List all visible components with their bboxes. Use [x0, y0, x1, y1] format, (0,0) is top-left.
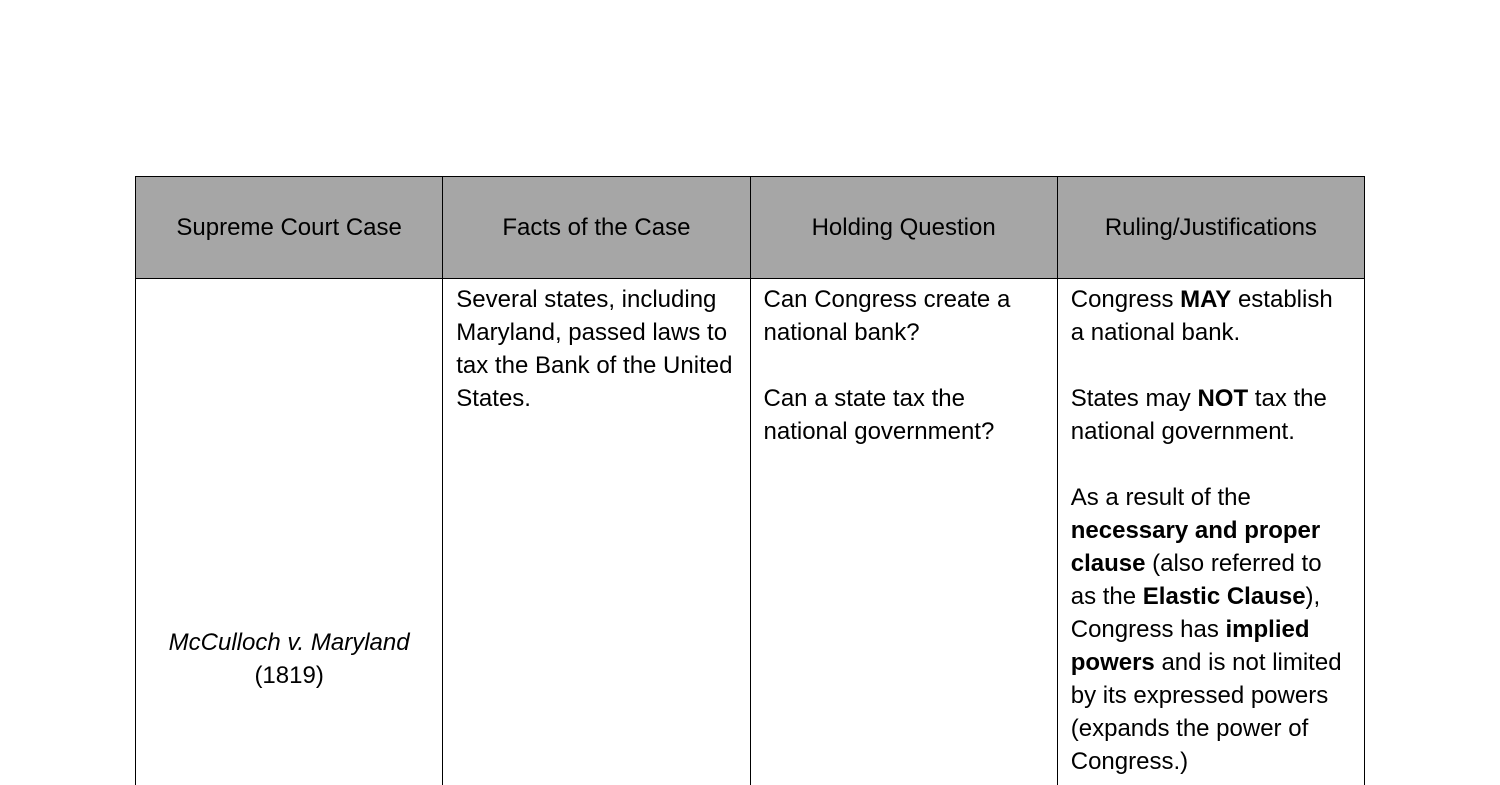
header-supreme-court-case: Supreme Court Case — [136, 177, 443, 279]
questions-cell — [750, 279, 1057, 785]
holding-question-2: Can a state tax the national government? — [763, 385, 995, 445]
case-year: (1819) — [254, 662, 324, 689]
ruling-paragraph-3: As a result of the necessary and proper clause (also referred to as the Elastic Clause), Congress has implied powers and is not limited by its expressed powers (expands the power of Congress.) — [1070, 484, 1342, 775]
case-name: McCulloch v. Maryland — [168, 629, 410, 656]
header-ruling-justifications: Ruling/Justifications — [1057, 177, 1364, 279]
supreme-court-cases-table — [135, 176, 1365, 785]
table-row — [136, 279, 1365, 785]
facts-cell — [443, 279, 750, 785]
ruling-paragraph-2: States may NOT tax the national government. — [1070, 385, 1327, 445]
header-holding-question: Holding Question — [750, 177, 1057, 279]
ruling-paragraph-1: Congress MAY establish a national bank. — [1070, 286, 1333, 346]
facts-text: Several states, including Maryland, passed laws to tax the Bank of the United States. — [456, 286, 733, 412]
ruling-cell — [1057, 279, 1364, 785]
holding-question-1: Can Congress create a national bank? — [763, 286, 1011, 346]
table-header-row — [136, 177, 1365, 279]
case-cell — [136, 279, 443, 785]
header-facts-of-the-case: Facts of the Case — [443, 177, 750, 279]
